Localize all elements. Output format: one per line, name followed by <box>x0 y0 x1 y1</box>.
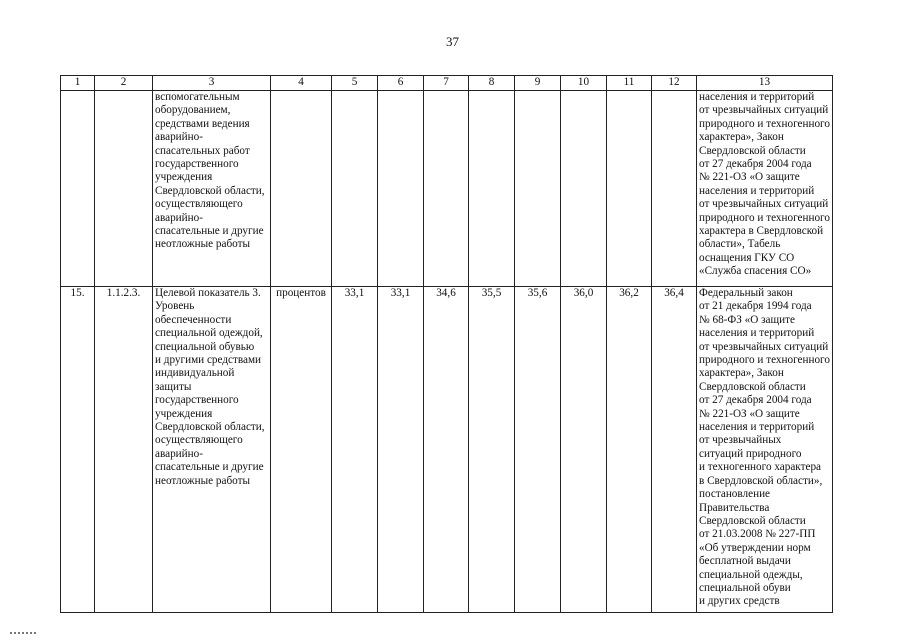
column-header: 7 <box>424 76 469 91</box>
value-cell <box>378 91 424 287</box>
column-header: 3 <box>153 76 271 91</box>
value-cell: 33,1 <box>332 287 378 613</box>
indicator-name-cell: Целевой показатель 3. Уровень обеспеченности специальной одеждой, специальной обувью и другими средствами индивидуальной защиты государственного учреждения Свердловской области, осуществляющего аварийно- спасательные и другие неотложные работы <box>153 287 271 613</box>
scan-artifact <box>10 632 36 638</box>
unit-cell: процентов <box>271 287 332 613</box>
code-cell <box>95 91 153 287</box>
value-cell: 36,0 <box>561 287 607 613</box>
indicators-table <box>60 75 833 613</box>
value-cell <box>332 91 378 287</box>
column-header: 13 <box>697 76 833 91</box>
column-header: 6 <box>378 76 424 91</box>
code-cell: 1.1.2.3. <box>95 287 153 613</box>
value-cell: 33,1 <box>378 287 424 613</box>
value-cell: 34,6 <box>424 287 469 613</box>
value-cell: 36,2 <box>607 287 652 613</box>
column-header: 4 <box>271 76 332 91</box>
value-cell: 36,4 <box>652 287 697 613</box>
table-row <box>61 287 833 613</box>
column-header: 9 <box>515 76 561 91</box>
value-cell <box>469 91 515 287</box>
table-row <box>61 91 833 287</box>
unit-cell <box>271 91 332 287</box>
value-cell: 35,5 <box>469 287 515 613</box>
value-cell <box>515 91 561 287</box>
page-number: 37 <box>446 34 459 49</box>
column-header: 5 <box>332 76 378 91</box>
value-cell <box>652 91 697 287</box>
value-cell: 35,6 <box>515 287 561 613</box>
row-number-cell: 15. <box>61 287 95 613</box>
value-cell <box>561 91 607 287</box>
column-header: 1 <box>61 76 95 91</box>
column-header: 8 <box>469 76 515 91</box>
column-header: 10 <box>561 76 607 91</box>
column-header: 12 <box>652 76 697 91</box>
row-number-cell <box>61 91 95 287</box>
value-cell <box>424 91 469 287</box>
column-header: 2 <box>95 76 153 91</box>
value-cell <box>607 91 652 287</box>
column-header: 11 <box>607 76 652 91</box>
source-cell: населения и территорий от чрезвычайных ситуаций природного и техногенного характера», Закон Свердловской области от 27 декабря 2004 года № 221-ОЗ «О защите населения и территорий от чрезвычайных ситуаций природного и техногенного характера в Свердловской области», Табель оснащения ГКУ СО «Служба спасения СО» <box>697 91 833 287</box>
source-cell: Федеральный закон от 21 декабря 1994 года № 68-ФЗ «О защите населения и территорий от чрезвычайных ситуаций природного и техногенного характера», Закон Свердловской области от 27 декабря 2004 года № 221-ОЗ «О защите населения и территорий от чрезвычайных ситуаций природного и техногенного характера в Свердловской области», постановление Правительства Свердловской области от 21.03.2008 № 227-ПП «Об утверждении норм бесплатной выдачи специальной одежды, специальной обуви и других средств <box>697 287 833 613</box>
header-row <box>61 76 833 91</box>
indicator-name-cell: вспомогательным оборудованием, средствами ведения аварийно- спасательных работ государственного учреждения Свердловской области, осуществляющего аварийно- спасательные и другие неотложные работы <box>153 91 271 287</box>
